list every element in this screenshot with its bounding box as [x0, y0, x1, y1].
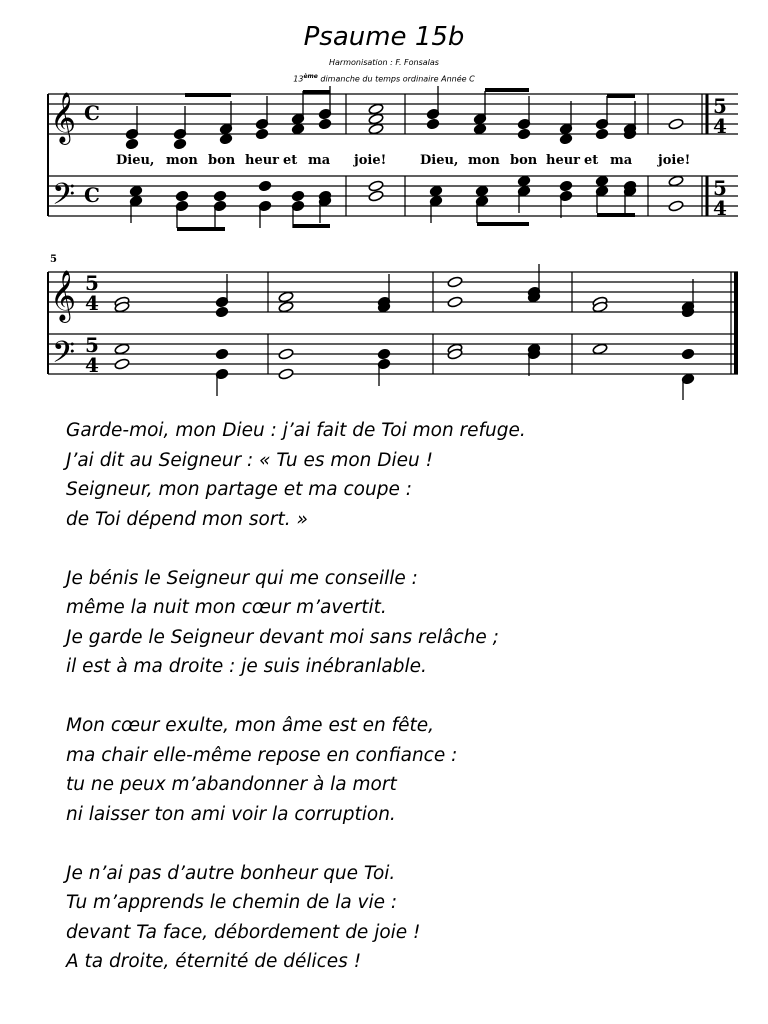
note-head — [559, 180, 572, 191]
note-beam — [185, 93, 231, 97]
note-head — [377, 348, 390, 359]
time-signature-top: 5 — [713, 176, 727, 200]
note-beam — [293, 224, 330, 228]
music-score — [0, 0, 768, 400]
verse-line: Je garde le Seigneur devant moi sans relâche ; — [66, 626, 499, 648]
verse-line: même la nuit mon cœur m’avertit. — [66, 597, 387, 618]
note-head — [473, 123, 486, 134]
stanza-1 — [66, 416, 746, 534]
stanza-3 — [66, 711, 746, 829]
note-beam — [477, 222, 529, 226]
verse-line: ma chair elle-même repose en confiance : — [66, 744, 458, 766]
note-head — [173, 138, 186, 149]
verse-line: J’ai dit au Seigneur : « Tu es mon Dieu ! — [66, 449, 434, 471]
page-title: Psaume 15b — [303, 22, 465, 52]
verse-line: Je n’ai pas d’autre bonheur que Toi. — [66, 862, 396, 884]
note-head — [426, 118, 439, 129]
note-head — [278, 301, 294, 313]
verse-line: il est à ma droite : je suis inébranlable. — [66, 656, 427, 677]
time-signature-bottom: 4 — [85, 353, 99, 377]
time-signature-bottom: 4 — [713, 114, 727, 138]
verse-line: Mon cœur exulte, mon âme est en fête, — [66, 715, 434, 736]
harmonisation-credit: Harmonisation : F. Fonsalas — [329, 58, 439, 67]
measure-number: 5 — [50, 254, 57, 265]
note-head — [368, 190, 384, 202]
note-beam — [607, 94, 635, 98]
lyrics — [116, 153, 690, 168]
note-head — [475, 185, 488, 196]
verse-line: tu ne peux m’abandonner à la mort — [66, 774, 397, 795]
verse-line: Garde-moi, mon Dieu : j’ai fait de Toi mon refuge. — [66, 420, 526, 441]
note-head — [368, 113, 384, 125]
note-head — [278, 291, 294, 303]
lyric-syllable: ma — [610, 153, 633, 168]
note-beam — [485, 88, 529, 92]
note-head — [213, 190, 226, 201]
lyric-syllable: mon — [166, 153, 198, 168]
lyric-syllable: joie! — [354, 153, 387, 168]
note-head — [129, 185, 142, 196]
time-signature-top: 5 — [85, 271, 99, 295]
lyric-syllable: joie! — [658, 153, 691, 168]
verse-line: ni laisser ton ami voir la corruption. — [66, 803, 396, 825]
note-beam — [597, 213, 635, 217]
note-head — [278, 368, 294, 380]
note-head — [125, 138, 138, 149]
verse-line: Je bénis le Seigneur qui me conseille : — [66, 567, 418, 589]
note-head — [447, 276, 463, 288]
treble-clef-icon: 𝄞 — [50, 270, 77, 321]
note-head — [595, 128, 608, 139]
note-head — [215, 348, 228, 359]
time-signature-bottom: 4 — [713, 196, 727, 220]
note-head — [595, 175, 608, 186]
time-signature-top: 5 — [713, 94, 727, 118]
note-head — [291, 123, 304, 134]
bass-clef-icon: 𝄢 — [52, 336, 76, 377]
bass-clef-icon: 𝄢 — [52, 178, 76, 219]
time-signature-bottom: 4 — [85, 291, 99, 315]
lyric-syllable: ma — [308, 153, 331, 168]
note-head — [559, 133, 572, 144]
lyric-syllable: et — [584, 153, 599, 168]
note-head — [668, 200, 684, 212]
note-beam — [177, 227, 225, 231]
lyric-syllable: Dieu, — [116, 153, 155, 168]
stanza-4 — [66, 859, 746, 977]
note-beam — [303, 90, 330, 94]
note-head — [114, 343, 130, 355]
verse-line: A ta droite, éternité de délices ! — [66, 951, 362, 972]
note-head — [368, 180, 384, 192]
system-2 — [48, 272, 738, 374]
lyric-syllable: mon — [468, 153, 500, 168]
note-head — [668, 175, 684, 187]
note-head — [291, 190, 304, 201]
verse-line: de Toi dépend mon sort. » — [66, 508, 308, 530]
note-head — [668, 118, 684, 130]
lyric-syllable: et — [283, 153, 298, 168]
note-head — [255, 128, 268, 139]
verse-line: devant Ta face, débordement de joie ! — [66, 921, 421, 943]
psalm-text — [66, 416, 746, 1006]
note-head — [368, 103, 384, 115]
lyric-syllable: heur — [245, 153, 280, 168]
time-signature-common: C — [84, 183, 100, 207]
note-head — [681, 348, 694, 359]
note-head — [219, 133, 232, 144]
lyric-syllable: bon — [510, 153, 538, 168]
note-head — [368, 123, 384, 135]
note-head — [592, 343, 608, 355]
notes — [114, 86, 694, 400]
time-signature-top: 5 — [85, 333, 99, 357]
lyric-syllable: Dieu, — [420, 153, 459, 168]
note-head — [318, 118, 331, 129]
verse-line: Seigneur, mon partage et ma coupe : — [66, 479, 412, 500]
note-head — [429, 185, 442, 196]
note-head — [215, 306, 228, 317]
stanza-2 — [66, 564, 746, 682]
treble-clef-icon: 𝄞 — [50, 92, 77, 143]
lyric-syllable: heur — [546, 153, 581, 168]
note-head — [175, 190, 188, 201]
occasion-text: dimanche du temps ordinaire Année C — [317, 74, 475, 84]
lyric-syllable: bon — [208, 153, 236, 168]
note-head — [517, 175, 530, 186]
note-head — [114, 358, 130, 370]
occasion-superscript: ème — [303, 73, 318, 80]
note-head — [278, 348, 294, 360]
note-head — [258, 180, 271, 191]
verse-line: Tu m’apprends le chemin de la vie : — [66, 892, 398, 913]
occasion-number: 13 — [293, 74, 304, 84]
note-head — [517, 128, 530, 139]
note-head — [447, 296, 463, 308]
time-signature-common: C — [84, 101, 100, 125]
